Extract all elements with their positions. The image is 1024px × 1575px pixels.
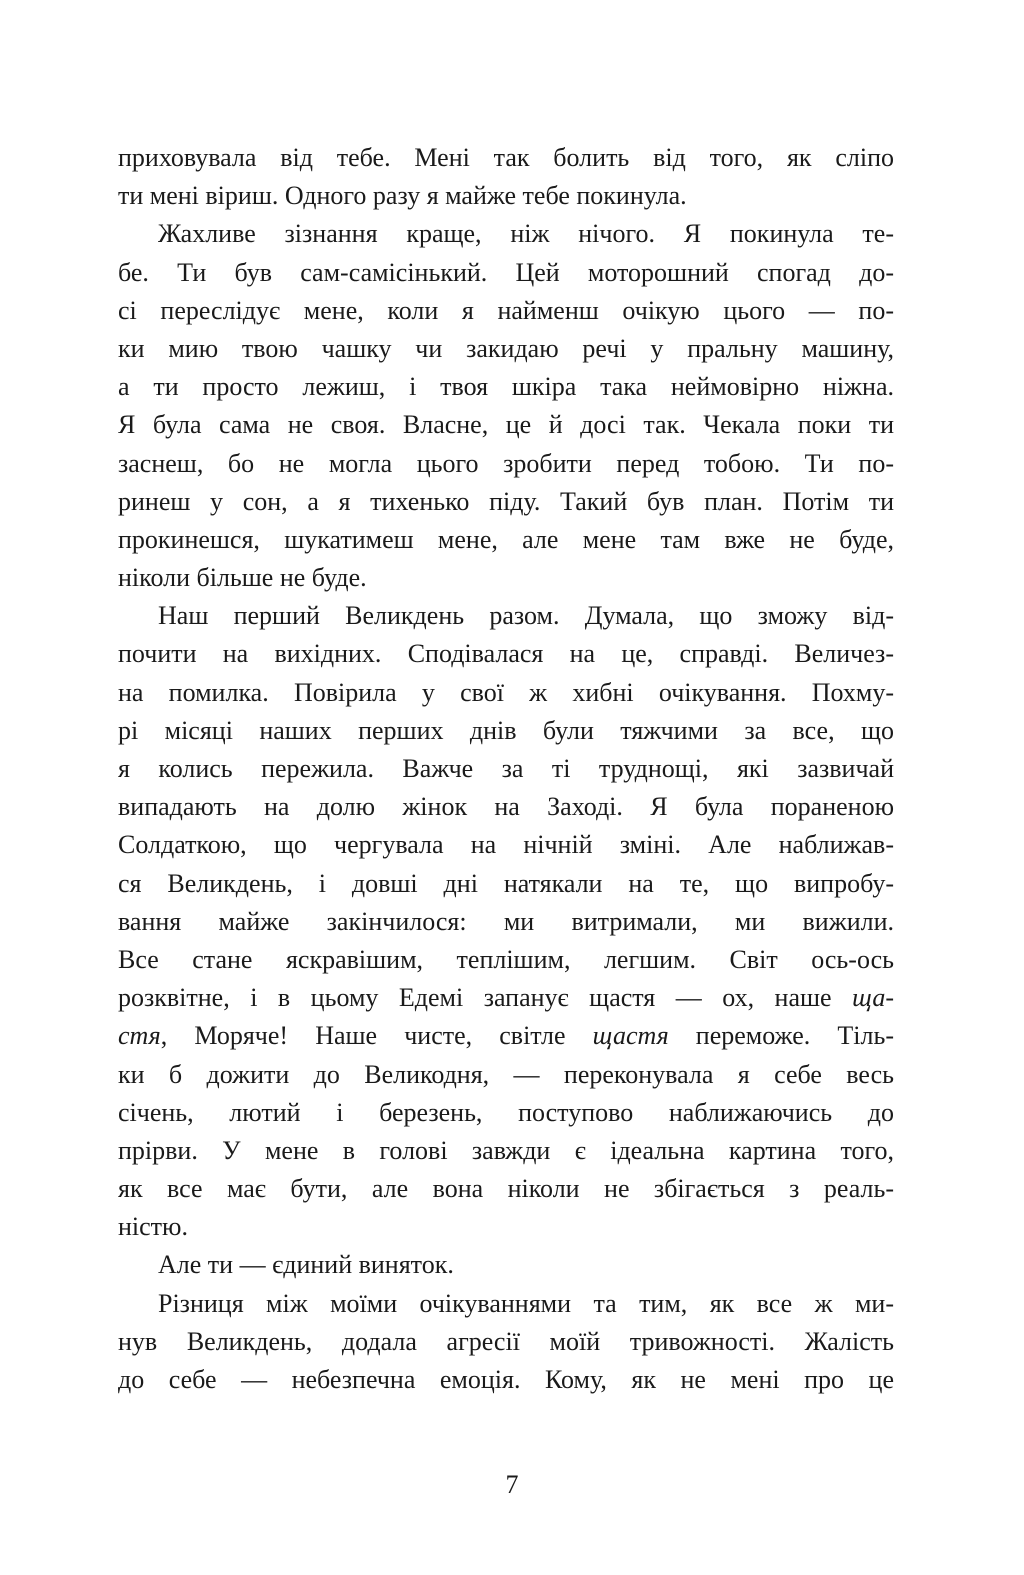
page-number: 7 — [505, 1470, 519, 1499]
text-line — [118, 635, 894, 673]
text-segment: нув Великдень, додала агресії моїй тривожності. Жалість — [118, 1326, 894, 1356]
text-line — [118, 445, 894, 483]
text-line — [118, 788, 894, 826]
text-line — [118, 254, 894, 292]
text-segment: як все має бути, але вона ніколи не збігається з реаль- — [118, 1174, 894, 1204]
text-segment: бе. Ти був сам-самісінький. Цей моторошний спогад до- — [118, 257, 894, 287]
text-line — [118, 597, 894, 635]
text-line — [118, 826, 894, 864]
text-line — [118, 979, 894, 1017]
text-line — [118, 712, 894, 750]
text-segment: на помилка. Повірила у свої ж хибні очікування. Похму- — [118, 677, 894, 707]
text-line — [118, 750, 894, 788]
text-line — [118, 330, 894, 368]
text-segment: , Моряче! Наше чисте, світле — [160, 1021, 593, 1051]
text-line — [118, 1246, 894, 1284]
text-segment: ністю. — [118, 1212, 188, 1242]
text-segment: розквітне, і в цьому Едемі запанує щастя — ох, наше — [118, 983, 853, 1013]
text-line — [118, 903, 894, 941]
text-segment: прокинешся, шукатимеш мене, але мене там вже не буде, — [118, 524, 894, 554]
text-segment: Жахливе зізнання краще, ніж нічого. Я покинула те- — [158, 219, 894, 249]
text-line — [118, 521, 894, 559]
text-segment: вання майже закінчилося: ми витримали, ми вижили. — [118, 906, 894, 936]
text-segment: ся Великдень, і довші дні натякали на те, що випробу- — [118, 868, 894, 898]
italic-text: стя — [118, 1021, 161, 1051]
italic-text: ща- — [852, 983, 894, 1013]
text-segment: ніколи більше не буде. — [118, 563, 367, 593]
text-segment: Все стане яскравішим, теплішим, легшим. Світ ось-ось — [118, 944, 894, 974]
text-line — [118, 1094, 894, 1132]
text-segment: січень, лютий і березень, поступово наближаючись до — [118, 1097, 894, 1127]
text-line — [118, 177, 894, 215]
text-line — [118, 1208, 894, 1246]
text-line — [118, 1323, 894, 1361]
text-line — [118, 674, 894, 712]
text-segment: Але ти — єдиний виняток. — [158, 1250, 454, 1280]
text-segment: Різниця між моїми очікуваннями та тим, як все ж ми- — [158, 1288, 894, 1318]
text-line — [118, 215, 894, 253]
text-segment: я колись пережила. Важче за ті труднощі, які зазвичай — [118, 754, 894, 783]
text-line — [118, 139, 894, 177]
text-segment: ки б дожити до Великодня, — переконувала я себе весь — [118, 1059, 894, 1089]
text-segment: ринеш у сон, а я тихенько піду. Такий був план. Потім ти — [118, 486, 894, 516]
italic-text: щастя — [592, 1021, 669, 1051]
text-line — [118, 1285, 894, 1323]
text-line — [118, 406, 894, 444]
text-segment: до себе — небезпечна емоція. Кому, як не мені про це — [118, 1365, 894, 1394]
text-line — [118, 1017, 894, 1055]
text-line — [118, 368, 894, 406]
text-segment: ти мені віриш. Одного разу я майже тебе покинула. — [118, 181, 687, 211]
text-segment: сі переслідує мене, коли я найменш очікую цього — по- — [118, 295, 894, 325]
text-line — [118, 941, 894, 979]
text-line — [118, 1361, 894, 1399]
text-segment: переможе. Тіль- — [668, 1021, 894, 1051]
text-segment: почити на вихідних. Сподівалася на це, справді. Величез- — [118, 639, 894, 669]
text-line — [118, 1056, 894, 1094]
text-segment: рі місяці наших перших днів були тяжчими за все, що — [118, 715, 894, 745]
text-line — [118, 292, 894, 330]
page-body-text — [118, 139, 894, 1399]
text-segment: випадають на долю жінок на Заході. Я була пораненою — [118, 792, 894, 822]
text-line — [118, 1132, 894, 1170]
text-line — [118, 483, 894, 521]
text-segment: Солдаткою, що чергувала на нічній зміні. Але наближав- — [118, 830, 894, 860]
text-segment: а ти просто лежиш, і твоя шкіра така неймовірно ніжна. — [118, 372, 894, 402]
text-segment: прірви. У мене в голові завжди є ідеальна картина того, — [118, 1135, 894, 1165]
text-segment: заснеш, бо не могла цього зробити перед тобою. Ти по- — [118, 448, 894, 478]
text-segment: Наш перший Великдень разом. Думала, що зможу від- — [158, 601, 894, 631]
text-segment: Я була сама не своя. Власне, це й досі так. Чекала поки ти — [118, 410, 894, 440]
text-line — [118, 559, 894, 597]
text-line — [118, 1170, 894, 1208]
text-segment: приховувала від тебе. Мені так болить від того, як сліпо — [118, 143, 894, 172]
text-line — [118, 865, 894, 903]
text-segment: ки мию твою чашку чи закидаю речі у пральну машину, — [118, 333, 894, 363]
